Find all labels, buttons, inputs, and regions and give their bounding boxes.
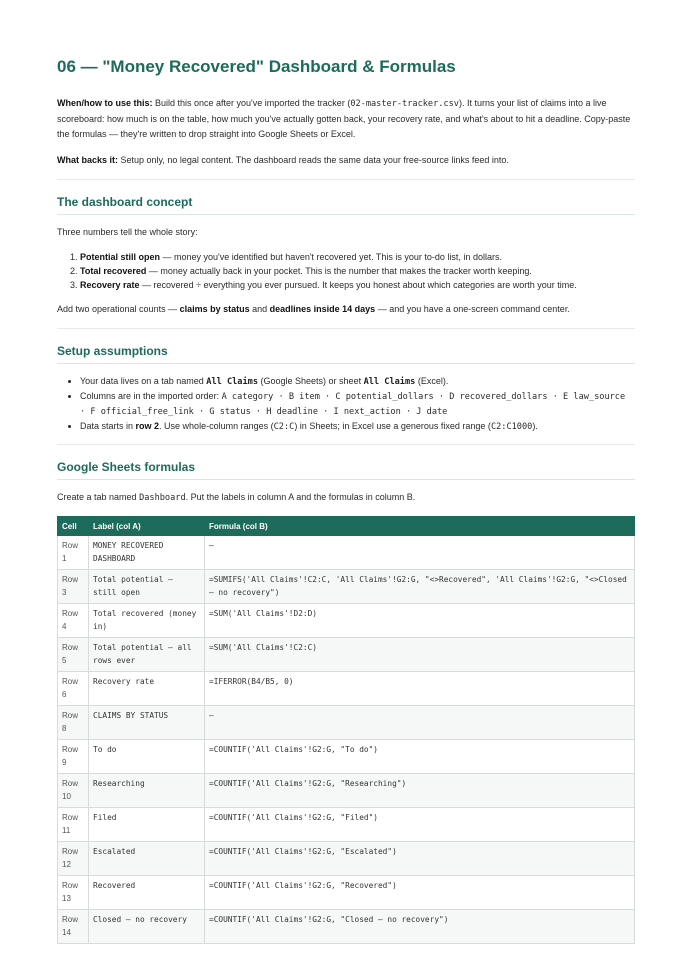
table-row: Row 1 MONEY RECOVERED DASHBOARD — — [58, 536, 635, 570]
table-row: Row 9 To do =COUNTIF('All Claims'!G2:G, "To do") — [58, 740, 635, 774]
table-row: Row 12 Escalated =COUNTIF('All Claims'!G2:G, "Escalated") — [58, 842, 635, 876]
section-heading-setup: Setup assumptions — [57, 343, 635, 364]
list-item: • Your data lives on a tab named All Claims (Google Sheets) or sheet All Claims (Excel). — [80, 374, 635, 389]
table-row: Row 14 Closed — no recovery =COUNTIF('All Claims'!G2:G, "Closed — no recovery") — [58, 910, 635, 944]
list-item: 3. Recovery rate — recovered ÷ everything you ever pursued. It keeps you honest about which categories are worth your time. — [80, 278, 635, 292]
table-row: Row 11 Filed =COUNTIF('All Claims'!G2:G, "Filed") — [58, 808, 635, 842]
list-item: 2. Total recovered — money actually back in your pocket. This is the number that makes the tracker worth keeping. — [80, 264, 635, 278]
concept-list — [57, 250, 635, 292]
column-header-label: Label (col A) — [89, 517, 205, 536]
table-row: Row 13 Recovered =COUNTIF('All Claims'!G2:G, "Recovered") — [58, 876, 635, 910]
backs-label: What backs it: — [57, 155, 119, 165]
table-header-row — [58, 517, 635, 536]
table-row: Row 10 Researching =COUNTIF('All Claims'!G2:G, "Researching") — [58, 774, 635, 808]
table-row: Row 4 Total recovered (money in) =SUM('All Claims'!D2:D) — [58, 604, 635, 638]
section-divider — [57, 179, 635, 180]
usage-paragraph: When/how to use this: Build this once after you've imported the tracker (02-master-tracker.csv). It turns your list of claims into a live scoreboard: how much is on the table, how much you've actually gotten back, your recovery rate, and what's about to hit a deadline. Copy-paste the formulas — they're written to drop straight into Google Sheets or Excel. — [57, 98, 631, 139]
list-item: • Data starts in row 2. Use whole-column ranges (C2:C) in Sheets; in Excel use a generous fixed range (C2:C1000). — [80, 419, 635, 434]
setup-list — [57, 374, 635, 434]
table-row: Row 3 Total potential — still open =SUMIFS('All Claims'!C2:C, 'All Claims'!G2:G, "<>Recovered", 'All Claims'!G2:G, "<>Closed — no recovery") — [58, 570, 635, 604]
page-title: 06 — "Money Recovered" Dashboard & Formulas — [57, 57, 456, 76]
list-item: • Columns are in the imported order: A category · B item · C potential_dollars · D recovered_dollars · E law_source · F official_free_link · G status · H deadline · I next_action · J date — [80, 389, 635, 419]
list-item: 1. Potential still open — money you've identified but haven't recovered yet. This is your to-do list, in dollars. — [80, 250, 635, 264]
formulas-table — [57, 516, 635, 944]
section-heading-concept: The dashboard concept — [57, 194, 635, 215]
tracker-filename: 02-master-tracker.csv — [350, 99, 459, 109]
concept-intro: Three numbers tell the whole story: — [57, 227, 198, 237]
section-divider — [57, 444, 635, 445]
usage-label: When/how to use this: — [57, 98, 153, 108]
concept-outro: Add two operational counts — claims by status and deadlines inside 14 days — and you have a one-screen command center. — [57, 304, 570, 314]
section-divider — [57, 328, 635, 329]
table-row: Row 6 Recovery rate =IFERROR(B4/B5, 0) — [58, 672, 635, 706]
table-row: Row 8 CLAIMS BY STATUS — — [58, 706, 635, 740]
gsheets-intro: Create a tab named Dashboard. Put the labels in column A and the formulas in column B. — [57, 492, 416, 503]
column-header-formula: Formula (col B) — [205, 517, 635, 536]
column-header-cell: Cell — [58, 517, 89, 536]
section-heading-gsheets: Google Sheets formulas — [57, 459, 635, 480]
backs-paragraph: What backs it: Setup only, no legal content. The dashboard reads the same data your free-source links feed into. — [57, 155, 509, 165]
table-row: Row 5 Total potential — all rows ever =SUM('All Claims'!C2:C) — [58, 638, 635, 672]
